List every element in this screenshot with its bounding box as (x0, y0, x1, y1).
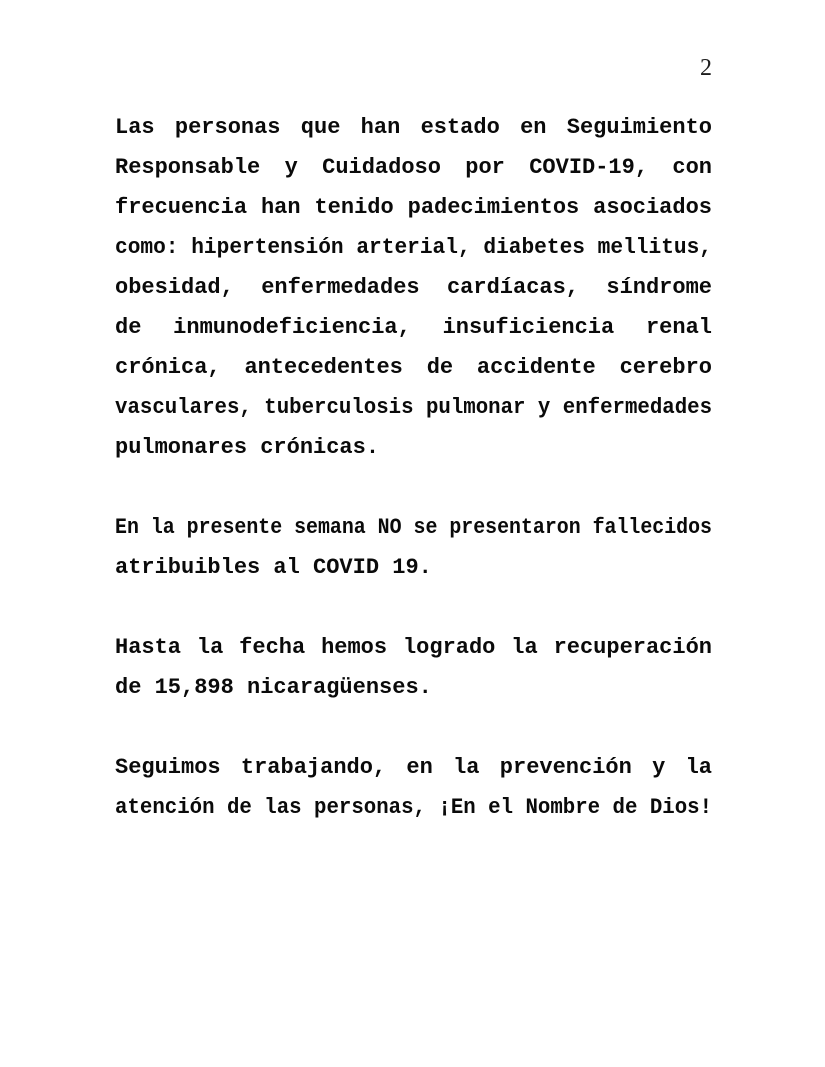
paragraph (115, 108, 712, 468)
text-line: En la presente semana NO se presentaron fallecidos (115, 515, 713, 540)
text-line: de 15,898 nicaragüenses. (115, 675, 432, 700)
text-line: obesidad, enfermedades cardíacas, síndrome (115, 275, 712, 300)
text-line: atención de las personas, ¡En el Nombre de Dios! (115, 795, 712, 820)
paragraph (115, 628, 712, 708)
text-line: Las personas que han estado en Seguimiento (115, 115, 712, 140)
paragraph (115, 748, 712, 828)
text-line: atribuibles al COVID 19. (115, 555, 432, 580)
paragraph (115, 508, 712, 588)
text-line: Seguimos trabajando, en la prevención y la (115, 755, 712, 780)
text-line: Responsable y Cuidadoso por COVID-19, con (115, 155, 712, 180)
text-line: crónica, antecedentes de accidente cerebro (115, 355, 712, 380)
text-line: vasculares, tuberculosis pulmonar y enfermedades (115, 395, 712, 420)
page-number: 2 (700, 55, 712, 81)
text-line: de inmunodeficiencia, insuficiencia renal (115, 315, 712, 340)
page-body (115, 108, 712, 868)
text-line: frecuencia han tenido padecimientos asociados (115, 195, 712, 220)
text-line: como: hipertensión arterial, diabetes mellitus, (115, 235, 713, 260)
text-line: pulmonares crónicas. (115, 435, 380, 460)
text-line: Hasta la fecha hemos logrado la recuperación (115, 635, 712, 660)
